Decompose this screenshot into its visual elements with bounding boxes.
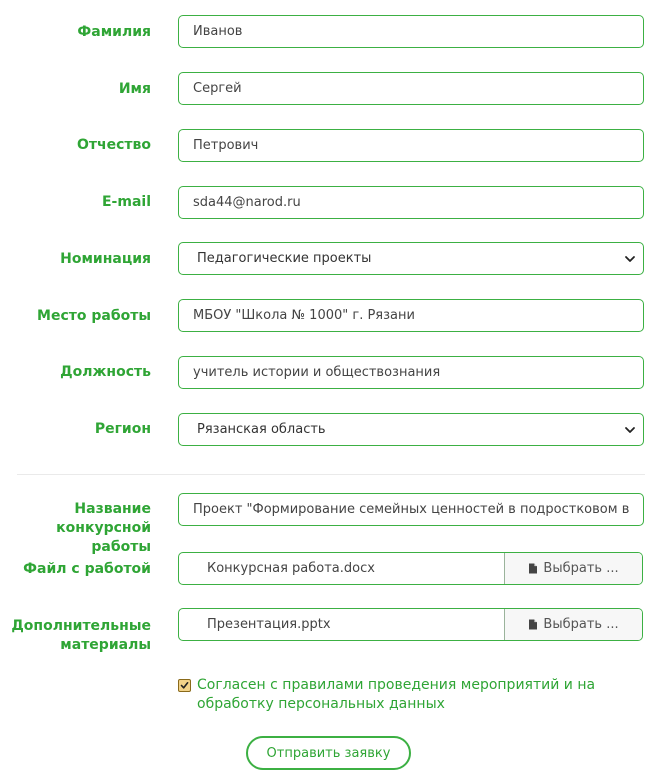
firstname-label: Имя xyxy=(118,81,151,97)
extra-files-picker xyxy=(178,608,643,641)
workplace-label: Место работы xyxy=(37,308,151,324)
nomination-label: Номинация xyxy=(60,251,151,267)
email-field xyxy=(178,186,644,219)
extra-files-label-line2: материалы xyxy=(60,637,151,653)
section-divider xyxy=(17,474,645,475)
consent-checkbox[interactable] xyxy=(178,679,191,692)
patronymic-field xyxy=(178,129,644,162)
work-file-choose-button[interactable] xyxy=(504,553,642,584)
work-file-choose-label: Выбрать ... xyxy=(543,561,619,576)
chevron-down-icon xyxy=(623,252,637,266)
firstname-field xyxy=(178,72,644,105)
work-title-label-line2: конкурсной работы xyxy=(56,520,151,555)
email-input[interactable] xyxy=(179,187,643,218)
workplace-input[interactable] xyxy=(179,300,643,331)
position-label: Должность xyxy=(60,364,151,380)
file-icon xyxy=(528,619,538,630)
region-selected-value: Рязанская область xyxy=(197,422,326,437)
workplace-field xyxy=(178,299,644,332)
nomination-selected-value: Педагогические проекты xyxy=(197,251,372,266)
nomination-select[interactable] xyxy=(178,242,644,275)
lastname-label: Фамилия xyxy=(77,24,151,40)
lastname-input[interactable] xyxy=(179,16,643,47)
work-title-field xyxy=(178,493,644,526)
file-icon xyxy=(528,563,538,574)
patronymic-label: Отчество xyxy=(76,137,151,153)
work-file-name: Конкурсная работа.docx xyxy=(207,561,375,576)
work-title-label-line1: Название xyxy=(74,501,151,517)
position-field xyxy=(178,356,644,389)
consent-text: Согласен с правилами проведения мероприятий и на обработку персональных данных xyxy=(197,677,596,712)
firstname-input[interactable] xyxy=(179,73,643,104)
extra-files-choose-label: Выбрать ... xyxy=(543,617,619,632)
extra-files-label-line1: Дополнительные xyxy=(11,618,151,634)
region-label: Регион xyxy=(94,421,151,437)
extra-files-choose-button[interactable] xyxy=(504,609,642,640)
position-input[interactable] xyxy=(179,357,643,388)
work-file-picker xyxy=(178,552,643,585)
chevron-down-icon xyxy=(623,423,637,437)
email-label: E-mail xyxy=(101,194,151,210)
submit-button[interactable]: Отправить заявку xyxy=(246,736,411,770)
work-file-label: Файл с работой xyxy=(23,561,151,577)
patronymic-input[interactable] xyxy=(179,130,643,161)
extra-files-label xyxy=(1,617,151,655)
checkmark-icon xyxy=(180,681,189,690)
work-title-input[interactable] xyxy=(179,494,643,525)
extra-files-name: Презентация.pptx xyxy=(207,617,331,632)
region-select[interactable] xyxy=(178,413,644,446)
lastname-field xyxy=(178,15,644,48)
work-title-label xyxy=(1,500,151,557)
